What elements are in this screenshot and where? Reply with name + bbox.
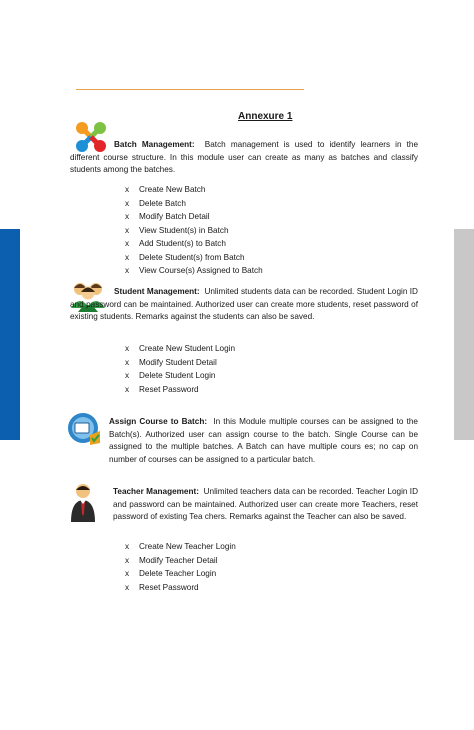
list-item [125, 224, 263, 238]
list-item-label: Delete Batch [139, 198, 186, 208]
list-item-label: Reset Password [139, 384, 199, 394]
batch-management-paragraph [70, 139, 418, 177]
teacher-management-body: Unlimited teachers data can be recorded. Teacher Login ID and password can be maintained. Authorized user can create more Teachers, reset password of existing Tea chers. Remarks against the Teacher can also be saved. [113, 487, 418, 521]
student-management-body: Unlimited students data can be recorded. Student Login ID and password can be maintained. Authorized user can create more students, reset password of existing students. Remarks against the students can also be saved. [70, 287, 418, 321]
bullet-marker: x [125, 582, 130, 592]
right-edge-bar [454, 229, 474, 440]
list-item-label: View Course(s) Assigned to Batch [139, 266, 263, 275]
list-item-label: Add Student(s) to Batch [139, 239, 226, 248]
list-item-label: Create New Batch [139, 185, 206, 194]
bullet-marker: x [125, 371, 130, 380]
list-item-label: Modify Teacher Detail [139, 555, 218, 565]
teacher-management-paragraph [113, 486, 418, 524]
bullet-marker: x [125, 266, 130, 275]
list-item [125, 237, 263, 251]
list-item [125, 251, 263, 265]
list-item [125, 210, 263, 224]
bullet-marker: x [125, 239, 130, 248]
list-item [125, 554, 236, 568]
annexure-title: Annexure 1 [238, 111, 293, 122]
list-item-label: Create New Student Login [139, 344, 236, 353]
list-item [125, 197, 263, 211]
teacher-management-title: Teacher Management: [113, 487, 199, 496]
bullet-marker: x [125, 198, 130, 208]
student-management-paragraph [70, 286, 418, 324]
bullet-marker: x [125, 542, 130, 551]
list-item-label: Delete Teacher Login [139, 569, 217, 578]
bullet-marker: x [125, 225, 130, 235]
list-item-label: Modify Student Detail [139, 357, 217, 367]
bullet-marker: x [125, 357, 130, 367]
bullet-marker: x [125, 185, 130, 194]
list-item-label: Delete Student Login [139, 371, 216, 380]
bullet-marker: x [125, 344, 130, 353]
bullet-marker: x [125, 212, 130, 221]
student-list [125, 342, 235, 396]
bullet-marker: x [125, 569, 130, 578]
batch-management-title: Batch Management: [114, 140, 195, 149]
list-item [125, 369, 235, 383]
list-item [125, 567, 236, 581]
list-item [125, 342, 235, 356]
assign-course-body: In this Module multiple courses can be assigned to the Batch(s). Authorized user can assign course to the batch. Single Course can be assigned to the multiple batches. A Batch can have multiple cours es; no cap on number of courses can be assigned to a particular batch. [109, 417, 418, 464]
assign-course-title: Assign Course to Batch: [109, 417, 208, 426]
batch-management-body: Batch management is used to identify learners in the different course structure. In this module user can create as many as batches and classify students among the batches. [70, 140, 418, 174]
list-item [125, 356, 235, 370]
list-item-label: Delete Student(s) from Batch [139, 252, 245, 262]
list-item [125, 540, 236, 554]
student-management-title: Student Management: [114, 287, 200, 296]
left-edge-bar [0, 229, 20, 440]
list-item [125, 183, 263, 197]
bullet-marker: x [125, 555, 130, 565]
list-item-label: Reset Password [139, 582, 199, 592]
batch-list [125, 183, 263, 278]
course-assign-icon [66, 411, 104, 447]
bullet-marker: x [125, 384, 130, 394]
list-item-label: View Student(s) in Batch [139, 225, 229, 235]
header-rule [76, 89, 304, 90]
list-item [125, 264, 263, 278]
teacher-list [125, 540, 236, 594]
teacher-icon [70, 482, 96, 522]
bullet-marker: x [125, 252, 130, 262]
assign-course-paragraph [109, 416, 418, 466]
list-item-label: Create New Teacher Login [139, 542, 236, 551]
list-item [125, 383, 235, 397]
list-item [125, 581, 236, 595]
list-item-label: Modify Batch Detail [139, 212, 210, 221]
